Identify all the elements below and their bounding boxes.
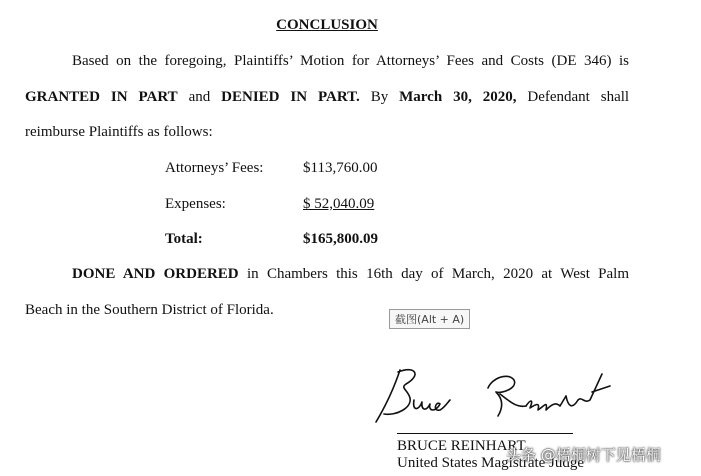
granted-text: GRANTED IN PART	[25, 89, 178, 105]
by-text: By	[370, 89, 389, 105]
screenshot-tooltip: 截图(Alt + A)	[389, 309, 470, 329]
watermark-text: 头条 @梧桐树下见梧桐	[506, 446, 661, 464]
total-amount: $165,800.09	[303, 231, 378, 247]
total-label: Total:	[165, 231, 203, 247]
handwritten-signature	[370, 360, 620, 426]
and-text: and	[188, 89, 211, 105]
expenses-label: Expenses:	[165, 196, 226, 212]
paragraph-line: Based on the foregoing, Plaintiffs’ Motion for Attorneys’ Fees and Costs (DE 346) is	[72, 53, 629, 69]
judge-title: United States Magistrate Judge	[397, 455, 585, 471]
judge-name: BRUCE REINHART	[397, 438, 526, 454]
denied-text: DENIED IN PART.	[221, 89, 360, 105]
chambers-text: in Chambers this 16th day of March, 2020 at West Palm	[246, 266, 630, 282]
paragraph-line: reimburse Plaintiffs as follows:	[25, 124, 213, 140]
paragraph-line: Beach in the Southern District of Florida.	[25, 302, 274, 318]
attorneys-fees-amount: $113,760.00	[303, 160, 378, 176]
page-title: CONCLUSION	[276, 17, 378, 33]
done-ordered-text: DONE AND ORDERED	[72, 266, 239, 282]
defendant-text: Defendant shall	[527, 89, 630, 105]
deadline-date: March 30, 2020,	[399, 89, 517, 105]
paragraph-line	[25, 89, 629, 106]
signature-line	[397, 433, 573, 434]
attorneys-fees-label: Attorneys’ Fees:	[165, 160, 264, 176]
expenses-amount: $ 52,040.09	[303, 196, 375, 212]
paragraph-line	[72, 266, 629, 283]
